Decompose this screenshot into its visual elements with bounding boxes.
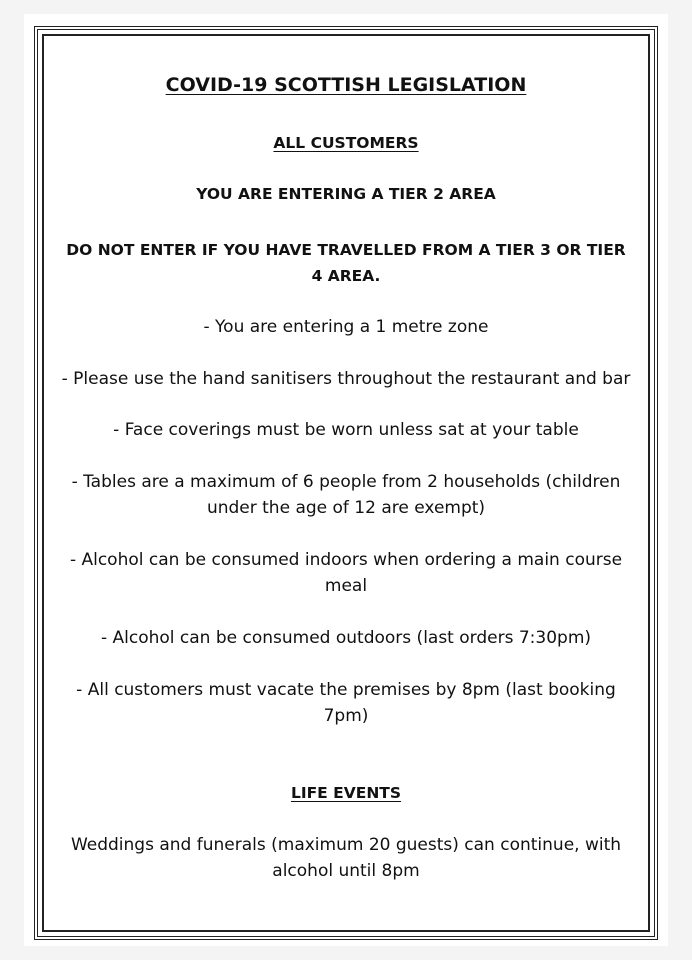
life-events-heading: LIFE EVENTS: [290, 784, 402, 802]
rule-item: - Tables are a maximum of 6 people from 2 households (children under the age of 12 are exempt): [71, 472, 621, 518]
rule-item: - Please use the hand sanitisers throughout the restaurant and bar: [61, 369, 631, 389]
travel-warning: DO NOT ENTER IF YOU HAVE TRAVELLED FROM A TIER 3 OR TIER 4 AREA.: [66, 241, 626, 285]
rule-item: - All customers must vacate the premises by 8pm (last booking 7pm): [76, 680, 616, 726]
rule-item: - You are entering a 1 metre zone: [203, 317, 489, 337]
rule-item: - Face coverings must be worn unless sat at your table: [113, 420, 579, 440]
rule-item: - Alcohol can be consumed outdoors (last orders 7:30pm): [100, 628, 592, 648]
tier-notice: YOU ARE ENTERING A TIER 2 AREA: [196, 185, 496, 203]
notice-title: COVID-19 SCOTTISH LEGISLATION: [165, 74, 527, 96]
rule-item: - Alcohol can be consumed indoors when ordering a main course meal: [69, 550, 623, 596]
life-events-text: Weddings and funerals (maximum 20 guests) can continue, with alcohol until 8pm: [70, 835, 622, 881]
audience-heading: ALL CUSTOMERS: [273, 134, 419, 152]
